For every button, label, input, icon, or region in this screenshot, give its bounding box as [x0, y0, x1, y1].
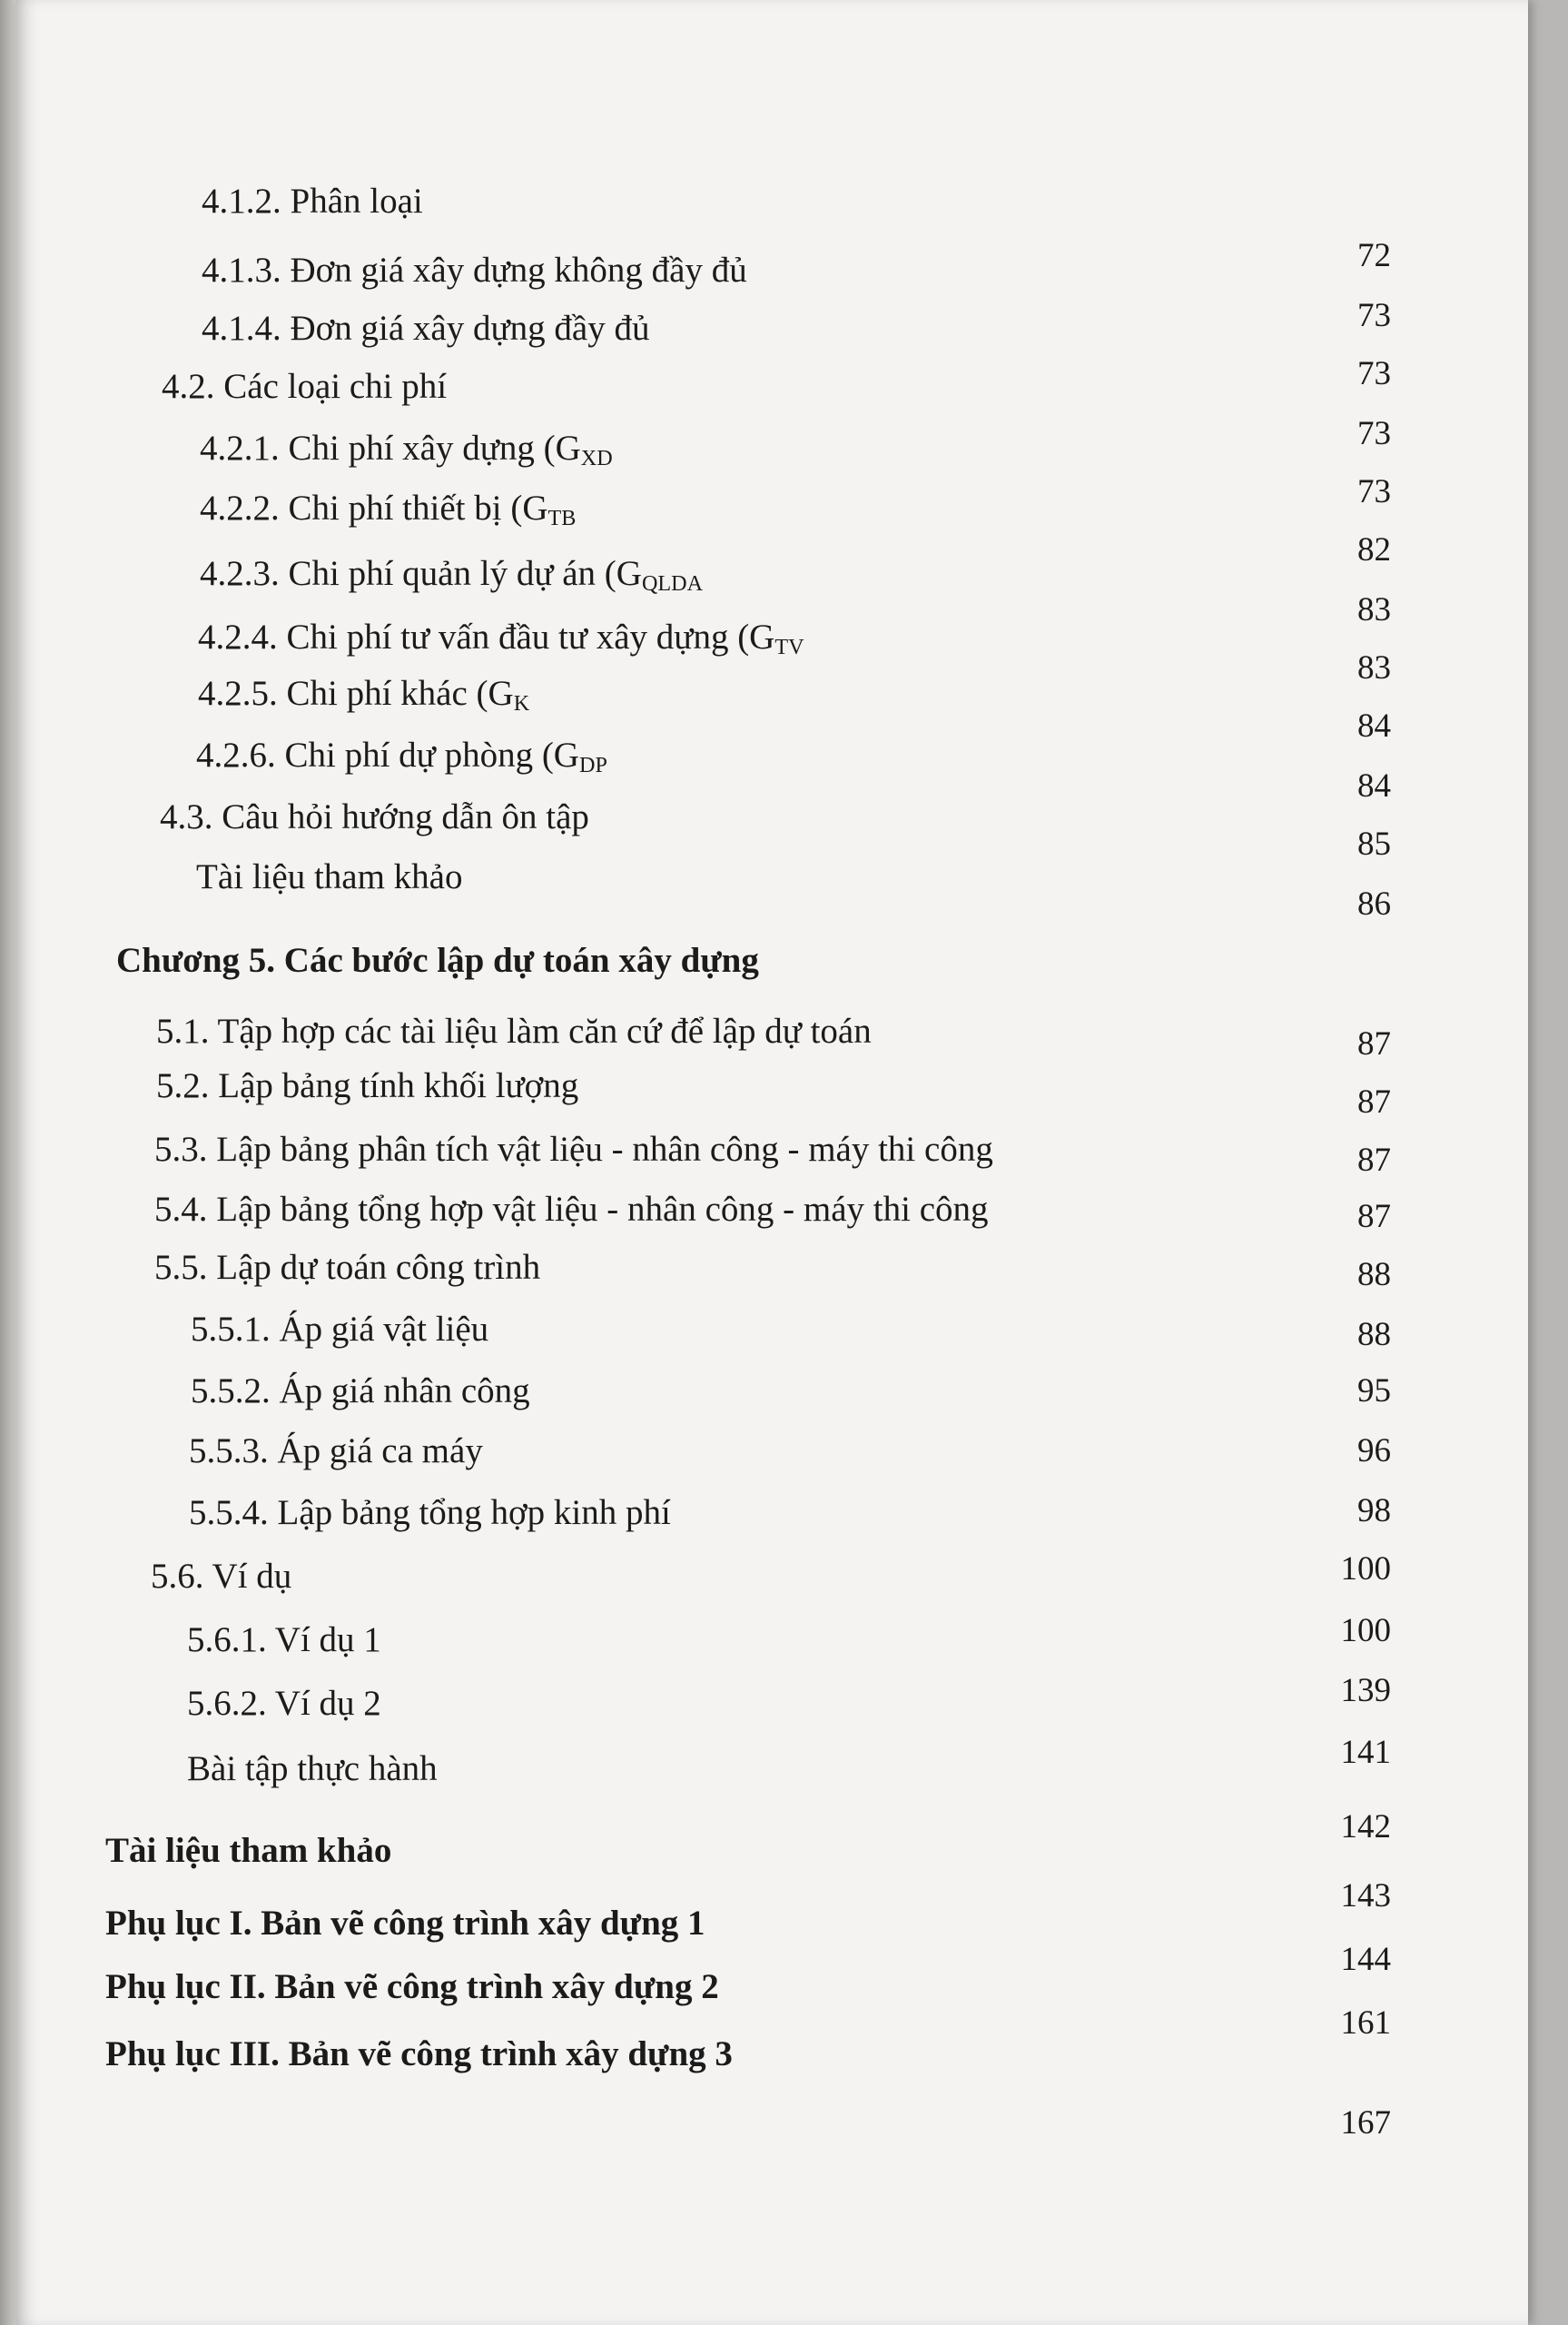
- toc-entry: Chương 5. Các bước lập dự toán xây dựng: [116, 941, 759, 980]
- page-number: 84: [1357, 707, 1391, 745]
- page-number: 98: [1357, 1492, 1391, 1529]
- page-number: 82: [1357, 531, 1391, 569]
- toc-entry: Phụ lục III. Bản vẽ công trình xây dựng 3: [105, 2034, 733, 2073]
- toc-entry: 4.1.2. Phân loại: [202, 182, 423, 221]
- toc-entry: 5.6.2. Ví dụ 2: [187, 1684, 381, 1723]
- toc-entry: 4.2. Các loại chi phí: [162, 367, 448, 406]
- toc-entry: 4.2.5. Chi phí khác ($G_K$: [198, 674, 530, 717]
- page-number: 87: [1357, 1025, 1391, 1063]
- page-number: 72: [1357, 237, 1391, 274]
- page-number: 143: [1340, 1877, 1391, 1914]
- toc-entry: 5.5.2. Áp giá nhân công: [191, 1371, 530, 1410]
- page-number: 86: [1357, 885, 1391, 923]
- toc-entry: Tài liệu tham khảo: [196, 857, 463, 896]
- toc-entry: Bài tập thực hành: [187, 1749, 438, 1788]
- page-number: 161: [1340, 2004, 1391, 2042]
- page-number: 87: [1357, 1198, 1391, 1235]
- toc-entry: 4.2.1. Chi phí xây dựng ($G_{XD}$: [200, 429, 613, 471]
- toc-entry: 4.2.6. Chi phí dự phòng ($G_{DP}$: [196, 736, 607, 778]
- page-number: 100: [1340, 1612, 1391, 1649]
- page-number: 139: [1340, 1672, 1391, 1709]
- page-number: 88: [1357, 1256, 1391, 1293]
- toc-entry: 5.5. Lập dự toán công trình: [154, 1248, 541, 1287]
- page-number: 84: [1357, 767, 1391, 805]
- toc-entry: 5.1. Tập hợp các tài liệu làm căn cứ để lập dự toán: [156, 1012, 872, 1051]
- page-number: 167: [1340, 2104, 1391, 2142]
- toc-entry: 5.6.1. Ví dụ 1: [187, 1620, 381, 1659]
- toc-entry: 4.2.2. Chi phí thiết bị ($G_{TB}$: [200, 489, 577, 531]
- page-number: 95: [1357, 1372, 1391, 1410]
- page-number: 83: [1357, 649, 1391, 687]
- toc-entry: Phụ lục I. Bản vẽ công trình xây dựng 1: [105, 1904, 705, 1943]
- toc-entry: 5.6. Ví dụ: [151, 1557, 292, 1596]
- toc-entry: 5.5.1. Áp giá vật liệu: [191, 1310, 489, 1349]
- page-number: 142: [1340, 1808, 1391, 1845]
- page-number: 144: [1340, 1941, 1391, 1978]
- toc-entry: 4.3. Câu hỏi hướng dẫn ôn tập: [160, 797, 589, 836]
- toc-entry: 5.5.3. Áp giá ca máy: [189, 1431, 483, 1470]
- page-number: 100: [1340, 1550, 1391, 1588]
- page-number: 88: [1357, 1316, 1391, 1353]
- toc-entry: Tài liệu tham khảo: [105, 1831, 392, 1870]
- page-number: 87: [1357, 1083, 1391, 1121]
- page-number: 87: [1357, 1142, 1391, 1179]
- toc-entry: 4.2.3. Chi phí quản lý dự án ($G_{QLDA}$: [200, 554, 704, 597]
- toc-entry: 5.2. Lập bảng tính khối lượng: [156, 1066, 579, 1105]
- page-number: 141: [1340, 1734, 1391, 1771]
- page-number: 73: [1357, 297, 1391, 334]
- toc-entry: Phụ lục II. Bản vẽ công trình xây dựng 2: [105, 1967, 719, 2006]
- page-number: 73: [1357, 355, 1391, 392]
- page-number: 83: [1357, 591, 1391, 628]
- toc-entry: 5.3. Lập bảng phân tích vật liệu - nhân công - máy thi công: [154, 1130, 993, 1169]
- page-number: 73: [1357, 415, 1391, 452]
- toc-entry: 5.5.4. Lập bảng tổng hợp kinh phí: [189, 1493, 671, 1532]
- toc-entry: 4.2.4. Chi phí tư vấn đầu tư xây dựng ($G_{TV}$: [198, 618, 804, 660]
- toc-entry: 4.1.3. Đơn giá xây dựng không đầy đủ: [202, 251, 747, 290]
- page-number: 73: [1357, 473, 1391, 510]
- toc-entry: 4.1.4. Đơn giá xây dựng đầy đủ: [202, 309, 650, 348]
- toc-entry: 5.4. Lập bảng tổng hợp vật liệu - nhân công - máy thi công: [154, 1190, 989, 1229]
- page-number: 85: [1357, 826, 1391, 863]
- page-number: 96: [1357, 1432, 1391, 1469]
